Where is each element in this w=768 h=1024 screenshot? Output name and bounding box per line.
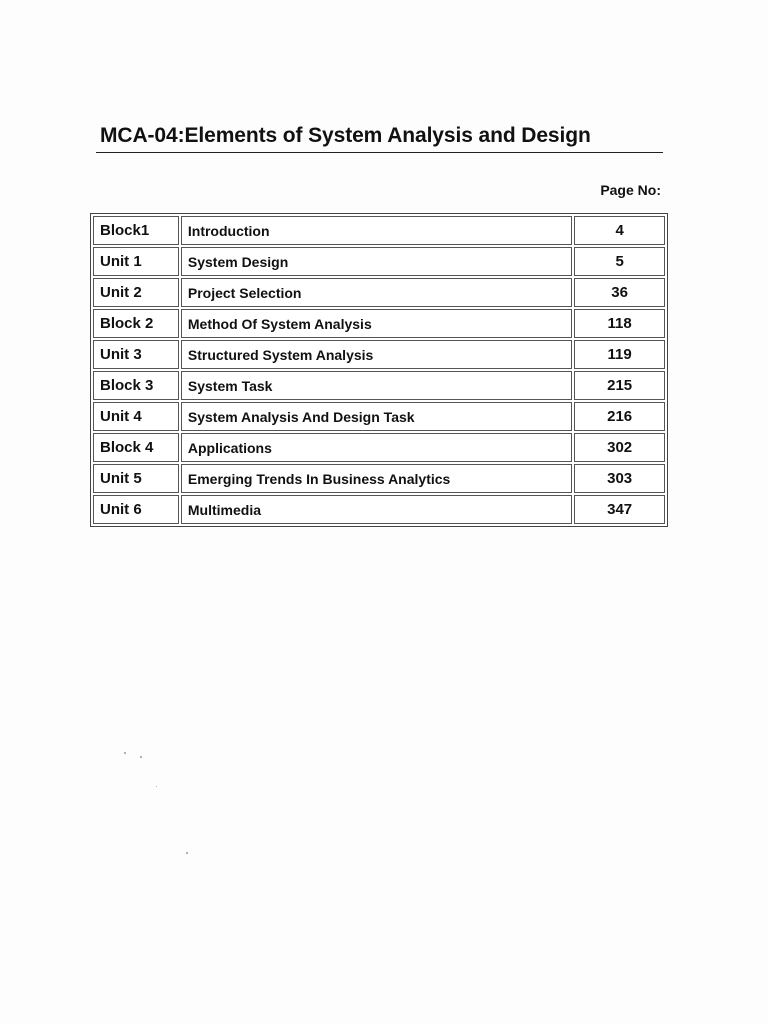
row-label: Unit 1 (93, 247, 179, 276)
row-page-number: 216 (574, 402, 665, 431)
row-title: Structured System Analysis (181, 340, 572, 369)
table-row (93, 402, 665, 431)
row-label: Unit 4 (93, 402, 179, 431)
table-row (93, 495, 665, 524)
title-underline (96, 152, 663, 153)
row-title: Project Selection (181, 278, 572, 307)
row-title: System Analysis And Design Task (181, 402, 572, 431)
row-page-number: 5 (574, 247, 665, 276)
table-row (93, 371, 665, 400)
table-row (93, 433, 665, 462)
row-page-number: 215 (574, 371, 665, 400)
row-page-number: 36 (574, 278, 665, 307)
table-row (93, 278, 665, 307)
row-page-number: 302 (574, 433, 665, 462)
row-page-number: 118 (574, 309, 665, 338)
row-label: Unit 3 (93, 340, 179, 369)
row-title: Method Of System Analysis (181, 309, 572, 338)
row-label: Block1 (93, 216, 179, 245)
row-label: Block 4 (93, 433, 179, 462)
scan-speck (186, 852, 188, 854)
row-label: Unit 5 (93, 464, 179, 493)
row-title: System Design (181, 247, 572, 276)
row-title: Emerging Trends In Business Analytics (181, 464, 572, 493)
row-page-number: 303 (574, 464, 665, 493)
row-label: Unit 2 (93, 278, 179, 307)
scan-speck (124, 752, 126, 754)
document-title: MCA-04:Elements of System Analysis and Design (100, 124, 591, 147)
table-row (93, 309, 665, 338)
row-label: Block 3 (93, 371, 179, 400)
contents-table (90, 213, 668, 527)
table-row (93, 464, 665, 493)
row-title: System Task (181, 371, 572, 400)
row-page-number: 119 (574, 340, 665, 369)
row-title: Applications (181, 433, 572, 462)
scan-speck (156, 786, 157, 787)
row-label: Unit 6 (93, 495, 179, 524)
row-page-number: 347 (574, 495, 665, 524)
scan-speck (140, 756, 142, 758)
table-row (93, 340, 665, 369)
page-number-header: Page No: (600, 182, 661, 198)
row-label: Block 2 (93, 309, 179, 338)
table-row (93, 247, 665, 276)
row-title: Multimedia (181, 495, 572, 524)
row-title: Introduction (181, 216, 572, 245)
table-row (93, 216, 665, 245)
row-page-number: 4 (574, 216, 665, 245)
